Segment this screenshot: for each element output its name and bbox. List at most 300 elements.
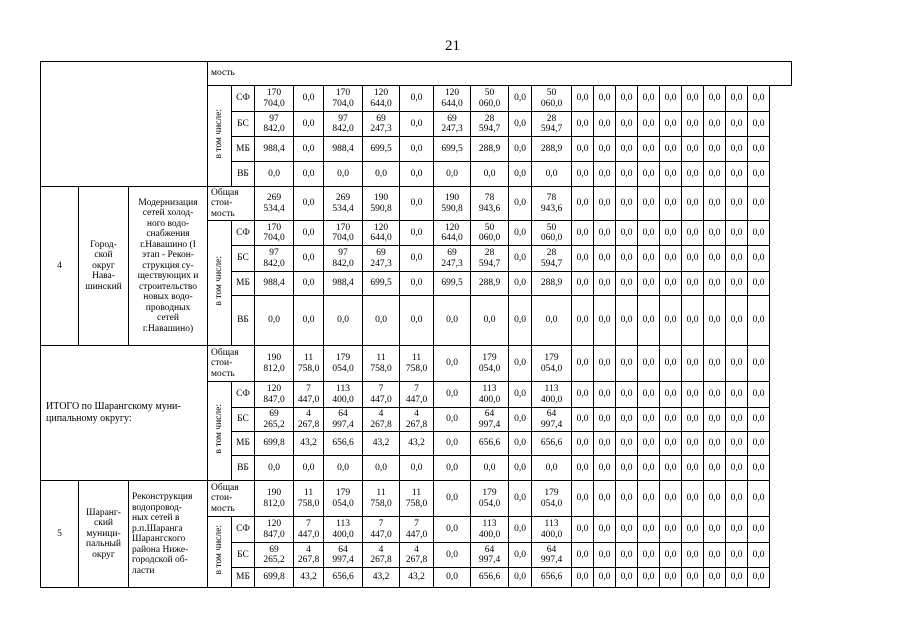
value-cell: 0,0 [594,481,616,517]
value-cell: 0,0 [682,246,704,272]
value-cell: 0,0 [294,187,324,221]
value-cell: 0,0 [400,456,434,481]
value-cell: 0,0 [255,162,294,187]
value-cell: 0,0 [532,296,572,346]
value-cell: 0,0 [704,187,726,221]
value-cell: 113 400,0 [532,382,572,408]
value-cell: 69 247,3 [434,246,471,272]
value-cell: 179 054,0 [471,481,509,517]
value-cell: 0,0 [294,246,324,272]
value-cell: 0,0 [748,246,770,272]
value-cell: 50 060,0 [471,221,509,246]
value-cell: 4 267,8 [294,408,324,432]
value-cell: 0,0 [572,86,594,112]
total-cost-label: Общая стои- мость [208,187,255,221]
value-cell: 0,0 [572,382,594,408]
value-cell: 269 534,4 [324,187,363,221]
value-cell: 0,0 [704,112,726,137]
value-cell: 0,0 [594,382,616,408]
fund-label-vb: ВБ [232,456,255,481]
value-cell: 0,0 [509,543,532,568]
value-cell: 0,0 [638,112,660,137]
block4-number: 4 [41,187,79,346]
value-cell: 64 997,4 [324,543,363,568]
value-cell: 113 400,0 [324,517,363,543]
value-cell: 78 943,6 [532,187,572,221]
value-cell: 0,0 [594,221,616,246]
value-cell: 170 704,0 [255,86,294,112]
value-cell: 50 060,0 [471,86,509,112]
value-cell: 0,0 [509,162,532,187]
value-cell: 0,0 [660,432,682,456]
value-cell: 0,0 [572,456,594,481]
value-cell: 0,0 [509,296,532,346]
value-cell: 11 758,0 [400,481,434,517]
value-cell: 120 644,0 [363,86,400,112]
value-cell: 0,0 [594,543,616,568]
block5-municipality: Шаранг- ский муници- пальный округ [79,481,129,588]
value-cell: 0,0 [509,346,532,382]
value-cell: 0,0 [572,481,594,517]
value-cell: 0,0 [704,346,726,382]
value-cell: 0,0 [509,517,532,543]
value-cell: 0,0 [704,543,726,568]
value-cell: 656,6 [324,568,363,588]
value-cell: 0,0 [509,568,532,588]
value-cell: 0,0 [682,568,704,588]
value-cell: 0,0 [434,568,471,588]
value-cell: 0,0 [660,246,682,272]
value-cell: 0,0 [509,137,532,162]
value-cell: 0,0 [704,481,726,517]
value-cell: 0,0 [660,272,682,296]
value-cell: 43,2 [400,432,434,456]
value-cell: 0,0 [726,272,748,296]
value-cell: 288,9 [532,137,572,162]
value-cell: 0,0 [660,408,682,432]
value-cell: 0,0 [594,86,616,112]
value-cell: 0,0 [748,456,770,481]
value-cell: 64 997,4 [471,543,509,568]
value-cell: 0,0 [704,137,726,162]
value-cell: 0,0 [572,221,594,246]
value-cell: 113 400,0 [324,382,363,408]
value-cell: 988,4 [255,272,294,296]
value-cell: 0,0 [726,112,748,137]
value-cell: 0,0 [509,112,532,137]
value-cell: 43,2 [294,432,324,456]
value-cell: 0,0 [748,481,770,517]
value-cell: 0,0 [704,568,726,588]
value-cell: 0,0 [682,187,704,221]
value-cell: 69 265,2 [255,408,294,432]
value-cell: 699,5 [363,137,400,162]
value-cell: 0,0 [594,112,616,137]
value-cell: 0,0 [509,481,532,517]
value-cell: 0,0 [748,382,770,408]
value-cell: 0,0 [726,246,748,272]
value-cell: 0,0 [726,382,748,408]
value-cell: 28 594,7 [532,246,572,272]
value-cell: 0,0 [726,481,748,517]
value-cell: 0,0 [594,568,616,588]
fund-label-bs: БС [232,246,255,272]
value-cell: 0,0 [682,543,704,568]
value-cell: 0,0 [704,272,726,296]
value-cell: 4 267,8 [363,408,400,432]
value-cell: 0,0 [638,221,660,246]
value-cell: 11 758,0 [294,481,324,517]
value-cell: 64 997,4 [324,408,363,432]
value-cell: 0,0 [509,456,532,481]
value-cell: 0,0 [471,162,509,187]
in-total-cell [208,382,232,481]
value-cell: 0,0 [704,246,726,272]
value-cell: 0,0 [638,382,660,408]
value-cell: 0,0 [748,272,770,296]
value-cell: 0,0 [594,162,616,187]
value-cell: 120 644,0 [434,221,471,246]
value-cell: 0,0 [682,382,704,408]
value-cell: 0,0 [726,221,748,246]
value-cell: 699,8 [255,568,294,588]
value-cell: 0,0 [572,432,594,456]
value-cell: 0,0 [616,382,638,408]
value-cell: 0,0 [294,162,324,187]
total-cost-label: Общая стои- мость [208,481,255,517]
value-cell: 0,0 [434,432,471,456]
value-cell: 0,0 [660,382,682,408]
value-cell: 69 247,3 [434,112,471,137]
value-cell: 113 400,0 [532,517,572,543]
value-cell: 0,0 [594,517,616,543]
value-cell: 97 842,0 [255,246,294,272]
block4-total-row [41,187,792,221]
value-cell: 699,5 [363,272,400,296]
value-cell: 0,0 [616,221,638,246]
value-cell: 190 812,0 [255,346,294,382]
in-total-cell [208,86,232,187]
value-cell: 170 704,0 [324,221,363,246]
value-cell: 0,0 [572,543,594,568]
value-cell: 0,0 [616,456,638,481]
value-cell: 0,0 [748,568,770,588]
in-total-cell [208,221,232,346]
fund-label-sf: СФ [232,86,255,112]
value-cell: 11 758,0 [363,346,400,382]
value-cell: 988,4 [324,272,363,296]
value-cell: 0,0 [660,296,682,346]
value-cell: 0,0 [726,408,748,432]
value-cell: 190 590,8 [363,187,400,221]
block5-number: 5 [41,481,79,588]
value-cell: 0,0 [434,162,471,187]
value-cell: 179 054,0 [324,346,363,382]
value-cell: 0,0 [400,86,434,112]
value-cell: 190 812,0 [255,481,294,517]
value-cell: 0,0 [660,456,682,481]
value-cell: 0,0 [704,162,726,187]
value-cell: 0,0 [363,296,400,346]
value-cell: 11 758,0 [400,346,434,382]
value-cell: 179 054,0 [532,481,572,517]
value-cell: 120 847,0 [255,382,294,408]
value-cell: 0,0 [682,112,704,137]
value-cell: 0,0 [638,162,660,187]
value-cell: 179 054,0 [324,481,363,517]
value-cell: 0,0 [616,162,638,187]
value-cell: 0,0 [748,162,770,187]
value-cell: 7 447,0 [363,382,400,408]
value-cell: 288,9 [471,272,509,296]
value-cell: 7 447,0 [400,382,434,408]
value-cell: 0,0 [704,86,726,112]
value-cell: 0,0 [616,272,638,296]
value-cell: 0,0 [748,543,770,568]
value-cell: 0,0 [509,432,532,456]
value-cell: 0,0 [704,382,726,408]
value-cell: 0,0 [594,272,616,296]
value-cell: 699,5 [434,137,471,162]
in-total-vertical-label: в том числе: [214,256,225,307]
value-cell: 0,0 [509,408,532,432]
value-cell: 0,0 [660,137,682,162]
value-cell: 0,0 [434,382,471,408]
value-cell: 43,2 [363,568,400,588]
value-cell: 0,0 [726,162,748,187]
value-cell: 0,0 [748,408,770,432]
value-cell: 0,0 [400,246,434,272]
value-cell: 120 644,0 [434,86,471,112]
value-cell: 0,0 [509,187,532,221]
value-cell: 0,0 [572,162,594,187]
in-total-vertical-label: в том числе: [214,404,225,455]
value-cell: 0,0 [572,112,594,137]
value-cell: 0,0 [400,137,434,162]
value-cell: 69 265,2 [255,543,294,568]
value-cell: 0,0 [704,456,726,481]
value-cell: 0,0 [616,568,638,588]
value-cell: 0,0 [509,272,532,296]
fund-label-bs: БС [232,543,255,568]
value-cell: 11 758,0 [363,481,400,517]
value-cell: 0,0 [594,187,616,221]
value-cell: 0,0 [704,408,726,432]
value-cell: 288,9 [471,137,509,162]
value-cell: 0,0 [726,296,748,346]
itogo-label: ИТОГО по Шарангскому муни- ципальному округу: [41,346,208,481]
value-cell: 0,0 [572,246,594,272]
value-cell: 0,0 [638,481,660,517]
value-cell: 0,0 [572,408,594,432]
value-cell: 0,0 [726,517,748,543]
value-cell: 0,0 [434,481,471,517]
block4-municipality: Город- ской округ Нава- шинский [79,187,129,346]
fund-label-bs: БС [232,112,255,137]
value-cell: 656,6 [324,432,363,456]
value-cell: 0,0 [294,296,324,346]
value-cell: 0,0 [532,162,572,187]
value-cell: 0,0 [594,346,616,382]
value-cell: 0,0 [682,272,704,296]
carry-empty-cell [41,62,208,187]
value-cell: 7 447,0 [400,517,434,543]
itogo-total-row [41,346,792,382]
value-cell: 0,0 [434,543,471,568]
fund-label-sf: СФ [232,517,255,543]
value-cell: 0,0 [363,456,400,481]
in-total-vertical-label: в том числе: [214,525,225,576]
fund-label-mb: МБ [232,568,255,588]
value-cell: 28 594,7 [471,112,509,137]
value-cell: 50 060,0 [532,86,572,112]
value-cell: 0,0 [572,137,594,162]
value-cell: 0,0 [572,187,594,221]
value-cell: 0,0 [594,408,616,432]
value-cell: 0,0 [572,568,594,588]
value-cell: 0,0 [616,246,638,272]
value-cell: 0,0 [682,456,704,481]
value-cell: 0,0 [682,296,704,346]
value-cell: 0,0 [638,86,660,112]
fund-label-bs: БС [232,408,255,432]
fund-label-vb: ВБ [232,296,255,346]
value-cell: 0,0 [594,456,616,481]
value-cell: 113 400,0 [471,382,509,408]
value-cell: 120 644,0 [363,221,400,246]
value-cell: 0,0 [509,221,532,246]
value-cell: 0,0 [748,86,770,112]
value-cell: 0,0 [434,517,471,543]
value-cell: 0,0 [682,346,704,382]
value-cell: 699,8 [255,432,294,456]
value-cell: 0,0 [572,346,594,382]
value-cell: 0,0 [638,517,660,543]
value-cell: 0,0 [704,517,726,543]
value-cell: 0,0 [434,456,471,481]
value-cell: 656,6 [471,568,509,588]
value-cell: 0,0 [660,346,682,382]
value-cell: 0,0 [660,543,682,568]
value-cell: 43,2 [400,568,434,588]
carry-total-row [41,62,792,86]
value-cell: 190 590,8 [434,187,471,221]
value-cell: 0,0 [638,187,660,221]
value-cell: 0,0 [616,346,638,382]
value-cell: 0,0 [616,517,638,543]
value-cell: 0,0 [294,221,324,246]
value-cell: 179 054,0 [471,346,509,382]
value-cell: 97 842,0 [324,112,363,137]
value-cell: 0,0 [294,272,324,296]
value-cell: 0,0 [682,432,704,456]
value-cell: 699,5 [434,272,471,296]
value-cell: 64 997,4 [471,408,509,432]
value-cell: 0,0 [616,481,638,517]
value-cell: 0,0 [660,517,682,543]
value-cell: 43,2 [363,432,400,456]
value-cell: 0,0 [509,382,532,408]
value-cell: 0,0 [638,408,660,432]
value-cell: 0,0 [638,272,660,296]
fund-label-sf: СФ [232,221,255,246]
value-cell: 11 758,0 [294,346,324,382]
value-cell: 0,0 [682,86,704,112]
value-cell: 0,0 [682,517,704,543]
value-cell: 170 704,0 [255,221,294,246]
value-cell: 4 267,8 [294,543,324,568]
total-cost-label: Общая стои- мость [208,346,255,382]
value-cell: 69 247,3 [363,246,400,272]
value-cell: 0,0 [294,456,324,481]
value-cell: 78 943,6 [471,187,509,221]
value-cell: 0,0 [748,187,770,221]
value-cell: 50 060,0 [532,221,572,246]
value-cell: 0,0 [400,272,434,296]
value-cell: 0,0 [616,432,638,456]
value-cell: 0,0 [509,246,532,272]
value-cell: 0,0 [572,517,594,543]
value-cell: 0,0 [660,221,682,246]
value-cell: 64 997,4 [532,408,572,432]
value-cell: 0,0 [704,221,726,246]
budget-table [40,61,792,588]
value-cell: 288,9 [532,272,572,296]
value-cell: 0,0 [660,568,682,588]
value-cell: 28 594,7 [471,246,509,272]
in-total-cell [208,517,232,588]
value-cell: 0,0 [294,86,324,112]
value-cell: 0,0 [638,543,660,568]
value-cell: 0,0 [400,221,434,246]
value-cell: 0,0 [294,137,324,162]
value-cell: 0,0 [616,543,638,568]
carry-total-label: мость [208,62,792,86]
value-cell: 7 447,0 [294,517,324,543]
value-cell: 0,0 [594,137,616,162]
value-cell: 0,0 [400,187,434,221]
value-cell: 0,0 [726,346,748,382]
value-cell: 0,0 [400,296,434,346]
value-cell: 988,4 [324,137,363,162]
value-cell: 0,0 [682,481,704,517]
block5-total-row [41,481,792,517]
value-cell: 0,0 [682,408,704,432]
value-cell: 0,0 [726,432,748,456]
value-cell: 0,0 [748,137,770,162]
block5-project: Реконструкция водопровод- ных сетей в р.п.Шаранга Шарангского района Ниже- городской об- ласти [129,481,208,588]
value-cell: 0,0 [616,296,638,346]
value-cell: 69 247,3 [363,112,400,137]
value-cell: 0,0 [748,346,770,382]
value-cell: 179 054,0 [532,346,572,382]
value-cell: 0,0 [532,456,572,481]
value-cell: 0,0 [748,517,770,543]
value-cell: 0,0 [616,137,638,162]
value-cell: 0,0 [660,162,682,187]
value-cell: 0,0 [324,456,363,481]
value-cell: 0,0 [594,432,616,456]
value-cell: 97 842,0 [324,246,363,272]
value-cell: 0,0 [748,221,770,246]
value-cell: 0,0 [682,137,704,162]
value-cell: 0,0 [638,432,660,456]
value-cell: 43,2 [294,568,324,588]
fund-label-mb: МБ [232,432,255,456]
value-cell: 0,0 [726,137,748,162]
value-cell: 0,0 [400,162,434,187]
value-cell: 0,0 [660,86,682,112]
